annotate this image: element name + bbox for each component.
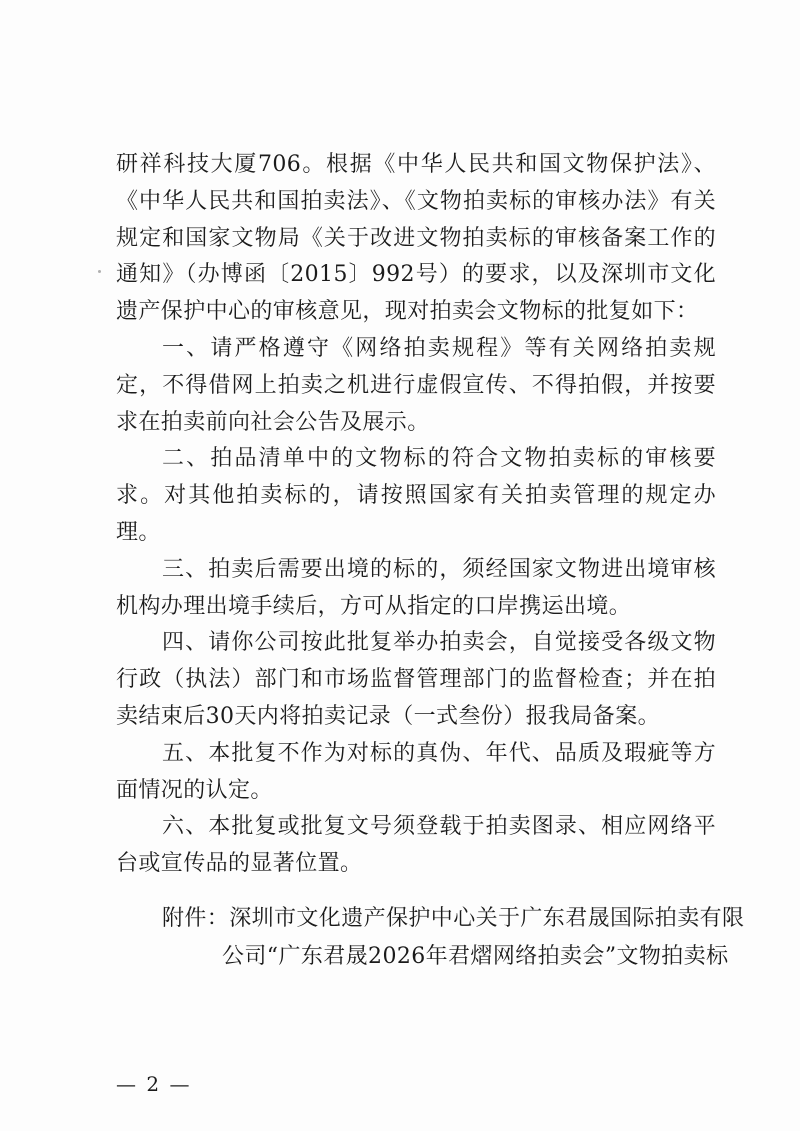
- paragraph-item-6: 六、本批复或批复文号须登载于拍卖图录、相应网络平台或宣传品的显著位置。: [116, 814, 716, 877]
- paragraph-item-1: 一、请严格遵守《网络拍卖规程》等有关网络拍卖规定，不得借网上拍卖之机进行虚假宣传、不得拍假，并按要求在拍卖前向社会公告及展示。: [116, 335, 716, 435]
- paragraph-item-3: 三、拍卖后需要出境的标的，须经国家文物进出境审核机构办理出境手续后，方可从指定的口岸携运出境。: [116, 556, 716, 619]
- paragraph-item-2: 二、拍品清单中的文物标的符合文物拍卖标的审核要求。对其他拍卖标的，请按照国家有关拍卖管理的规定办理。: [116, 446, 716, 545]
- attachment-line-2: 公司“广东君晟2026年君熠网络拍卖会”文物拍卖标: [222, 944, 729, 969]
- document-body: [116, 147, 716, 883]
- page-number: — 2 —: [116, 1072, 192, 1096]
- attachment-note: [162, 900, 745, 976]
- scan-mark: [98, 270, 101, 273]
- paragraph-intro: 研祥科技大厦706。根据《中华人民共和国文物保护法》、《中华人民共和国拍卖法》、《文物拍卖标的审核办法》有关规定和国家文物局《关于改进文物拍卖标的审核备案工作的通知》（办博函〔2015〕992号）的要求，以及深圳市文化遗产保护中心的审核意见，现对拍卖会文物标的批复如下：: [116, 152, 716, 325]
- paragraph-item-4: 四、请你公司按此批复举办拍卖会，自觉接受各级文物行政（执法）部门和市场监督管理部门的监督检查；并在拍卖结束后30天内将拍卖记录（一式叁份）报我局备案。: [116, 630, 716, 729]
- attachment-line-1: 附件：深圳市文化遗产保护中心关于广东君晟国际拍卖有限: [162, 906, 745, 931]
- paragraph-item-5: 五、本批复不作为对标的真伪、年代、品质及瑕疵等方面情况的认定。: [116, 740, 716, 803]
